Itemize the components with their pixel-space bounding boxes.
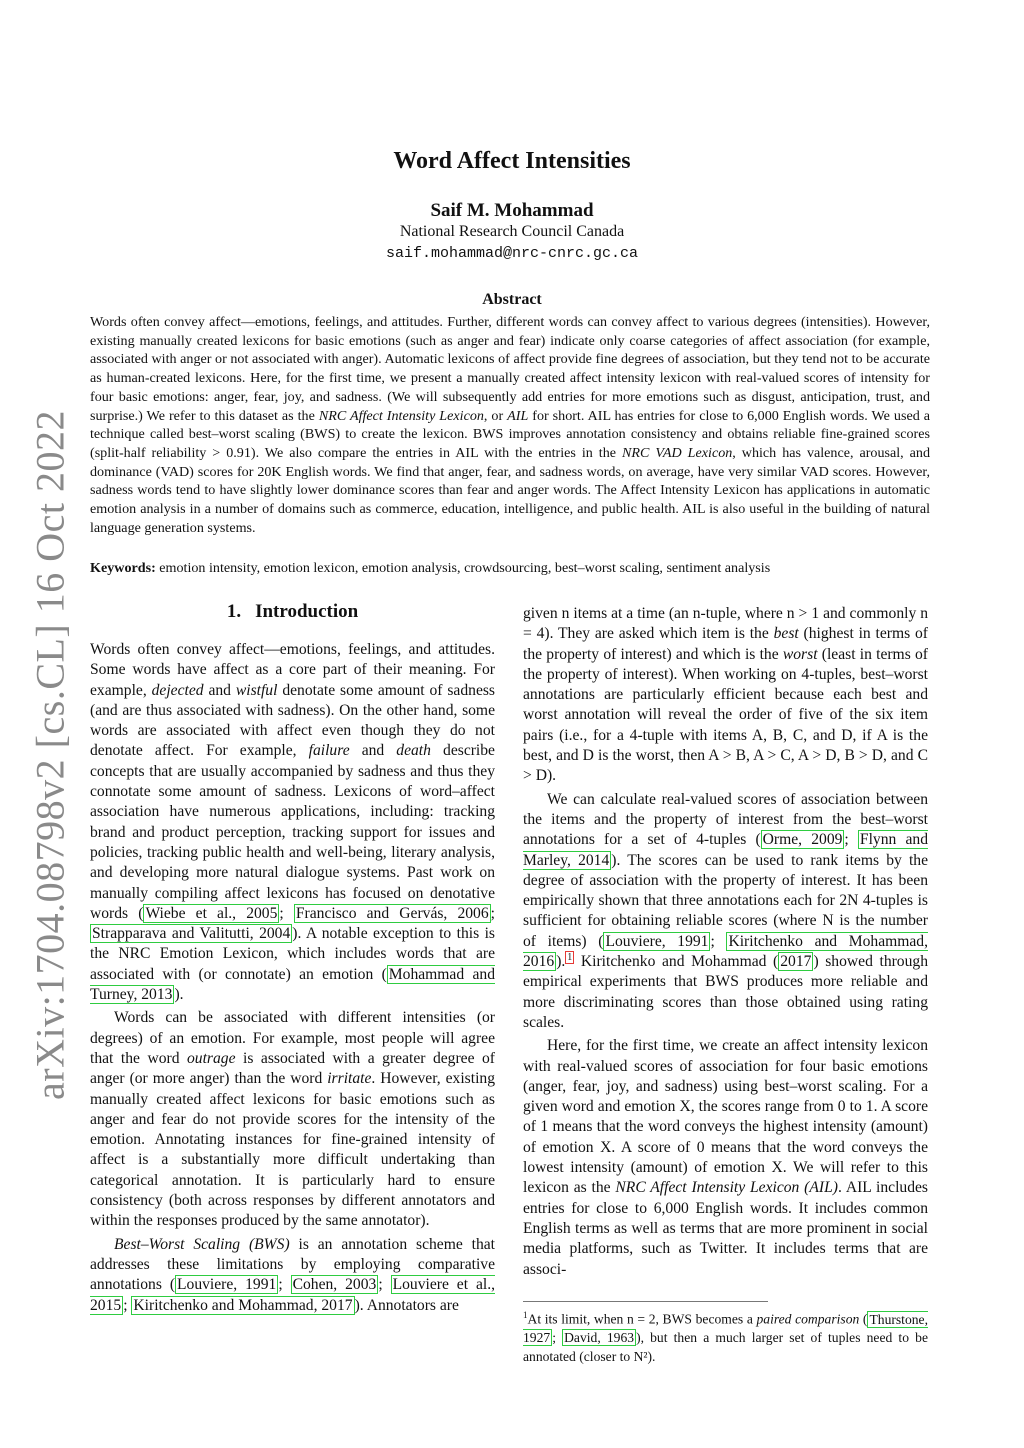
arxiv-sidebar <box>10 409 90 1101</box>
citation-link[interactable]: Francisco and Gervás, 2006 <box>295 904 489 922</box>
citation-link[interactable]: Thurstone, 1927 <box>523 1311 928 1346</box>
paragraph: We can calculate real-valued scores of association between the items and the property of interest from the best–worst annotations for a set of 4-tuples ( Orme, 2009 ; Flynn and Marley, 2014 ). The scores can be used to rank items by the degree of association with the property of interest. It has been empirically shown that three annotations each for 2N 4-tuples is sufficient for obtaining reliable scores (where N is the number of items) ( Louviere, 1991 ; Kiritchenko and Mohammad, 2016 ). $^1$ Kiritchenko and Mohammad ( 2017 ) showed through empirical experiments that BWS produces more reliable and more discriminating scores than those obtained using rating scales. <box>523 790 928 1031</box>
right-column <box>523 604 928 1283</box>
section-heading: 1. Introduction <box>226 601 359 622</box>
footnote-ref-link[interactable]: 1 <box>567 951 573 963</box>
citation-link[interactable]: Mohammad and Turney, 2013 <box>90 965 495 1004</box>
paragraph: Best–Worst Scaling (BWS) is an annotation scheme that addresses these limitations by employing comparative annotations ( Louviere, 1991 ; Cohen, 2003 ; Louviere et al., 2015 ; Kiritchenko and Mohammad, 2017 ). Annotators are <box>90 1235 496 1314</box>
footnote: $^1$At its limit, when n = 2, BWS becomes a paired comparison ( Thurstone, 1927 ; David, 1963 ), but then a much larger set of tuples need to be annotated (closer to N²). <box>523 1310 928 1364</box>
paragraph: Words can be associated with different intensities (or degrees) of an emotion. For example, most people will agree that the word outrage is associated with a greater degree of anger (or more anger) than the word irritate. However, existing manually created affect lexicons for basic emotions such as anger and fear do not provide scores for the intensity of the emotion. Annotating instances for fine-grained intensity of affect is a substantially more difficult undertaking than categorical annotation. It is particularly hard to ensure consistency (both across responses by different annotators and within the responses produced by the same annotator). <box>90 1009 495 1230</box>
abstract-heading: Abstract <box>482 291 542 308</box>
keywords-list: emotion intensity, emotion lexicon, emotion analysis, crowdsourcing, best–worst scaling, sentiment analysis <box>155 560 771 576</box>
citation-link[interactable]: Louviere, 1991 <box>605 932 709 950</box>
footnote-divider <box>523 1301 768 1302</box>
keywords <box>90 559 930 578</box>
paragraph: given n items at a time (an n-tuple, where n > 1 and commonly n = 4). They are asked which item is the best (highest in terms of the property of interest) and which is the worst (least in terms of the property of interest). When working on 4-tuples, best–worst annotations are particularly efficient because each best and worst annotation will reveal the order of five of the six item pairs (i.e., for a 4-tuple with items A, B, C, and D, if A is the best, and D is the worst, then A > B, A > C, A > D, B > D, and C > D). <box>523 605 928 785</box>
author-name: Saif M. Mohammad <box>430 200 594 221</box>
citation-link[interactable]: Orme, 2009 <box>762 831 843 849</box>
citation-link[interactable]: Kiritchenko and Mohammad, 2016 <box>523 932 928 971</box>
paper-title: Word Affect Intensities <box>393 148 631 174</box>
author-email[interactable]: saif.mohammad@nrc-cnrc.gc.ca <box>385 245 639 262</box>
citation-link[interactable]: Kiritchenko and Mohammad, 2017 <box>133 1296 353 1314</box>
paragraph: Words often convey affect—emotions, feelings, and attitudes. Some words have affect as a core part of their meaning. For example, dejected and wistful denotate some amount of sadness (and are thus associated with sadness). On the other hand, some words are associated with affect even though they do not denotate affect. For example, failure and death describe concepts that are usually accompanied by sadness and thus they connotate some amount of sadness. Lexicons of word–affect association have numerous applications, including: tracking brand and product perception, tracking support for issues and policies, tracking public health and well-being, literary analysis, and developing more natural dialogue systems. Past work on manually compiling affect lexicons has focused on denotative words ( Wiebe et al., 2005 ; Francisco and Gervás, 2006 ; Strapparava and Valitutti, 2004 ). A notable exception to this is the NRC Emotion Lexicon, which includes words that are associated with (or connotate) an emotion ( Mohammad and Turney, 2013 ). <box>90 641 495 1004</box>
citation-link[interactable]: 2017 <box>780 953 812 971</box>
citation-link[interactable]: Louviere et al., 2015 <box>90 1276 496 1314</box>
citation-link[interactable]: Flynn and Marley, 2014 <box>523 831 928 869</box>
citation-link[interactable]: Louviere, 1991 <box>177 1276 277 1294</box>
left-column <box>90 640 495 1319</box>
citation-link[interactable]: Strapparava and Valitutti, 2004 <box>92 925 291 943</box>
citation-link[interactable]: David, 1963 <box>564 1330 635 1346</box>
abstract-text: Words often convey affect—emotions, feelings, and attitudes. Further, different words can convey affect to various degrees (intensities). However, existing manually created lexicons for basic emotions (such as anger and fear) indicate only coarse categories of affect association (for example, associated with anger or not associated with anger). Automatic lexicons of affect provide fine degrees of association, but they tend not to be accurate as human-created lexicons. Here, for the first time, we present a manually created affect intensity lexicon with real-valued scores of intensity for four basic emotions: anger, fear, joy, and sadness. (We will subsequently add entries for more emotions such as disgust, anticipation, trust, and surprise.) We refer to this dataset as the NRC Affect Intensity Lexicon, or AIL for short. AIL has entries for close to 6,000 English words. We used a technique called best–worst scaling (BWS) to create the lexicon. BWS improves annotation consistency and obtains reliable fine-grained scores (split-half reliability > 0.91). We also compare the entries in AIL with the entries in the NRC VAD Lexicon, which has valence, arousal, and dominance (VAD) scores for 20K English words. We find that anger, fear, and sadness words, on average, have very similar VAD scores. However, sadness words tend to have slightly lower dominance scores than fear and anger words. The Affect Intensity Lexicon has applications in automatic emotion analysis in a number of domains such as commerce, education, intelligence, and public health. AIL is also useful in the building of natural language generation systems. <box>90 314 931 536</box>
author-affiliation: National Research Council Canada <box>399 223 625 240</box>
paragraph: Here, for the first time, we create an affect intensity lexicon with real-valued scores of association for four basic emotions (anger, fear, joy, and sadness) using best–worst scaling. For a given word and emotion X, the scores range from 0 to 1. A score of 1 means that the word conveys the highest intensity (amount) of emotion X. A score of 0 means that the word conveys the lowest intensity (amount) of emotion X. We will refer to this lexicon as the NRC Affect Intensity Lexicon (AIL). AIL includes entries for close to 6,000 English words. It includes common English terms as well as terms that are more prominent in social media platforms, such as Twitter. It includes terms that are associ- <box>523 1037 929 1278</box>
citation-link[interactable]: Cohen, 2003 <box>292 1276 377 1294</box>
arxiv-identifier: arXiv:1704.08798v2 [cs.CL] 16 Oct 2022 <box>27 409 73 1101</box>
citation-link[interactable]: Wiebe et al., 2005 <box>145 904 278 922</box>
keywords-label: Keywords: <box>90 560 156 576</box>
